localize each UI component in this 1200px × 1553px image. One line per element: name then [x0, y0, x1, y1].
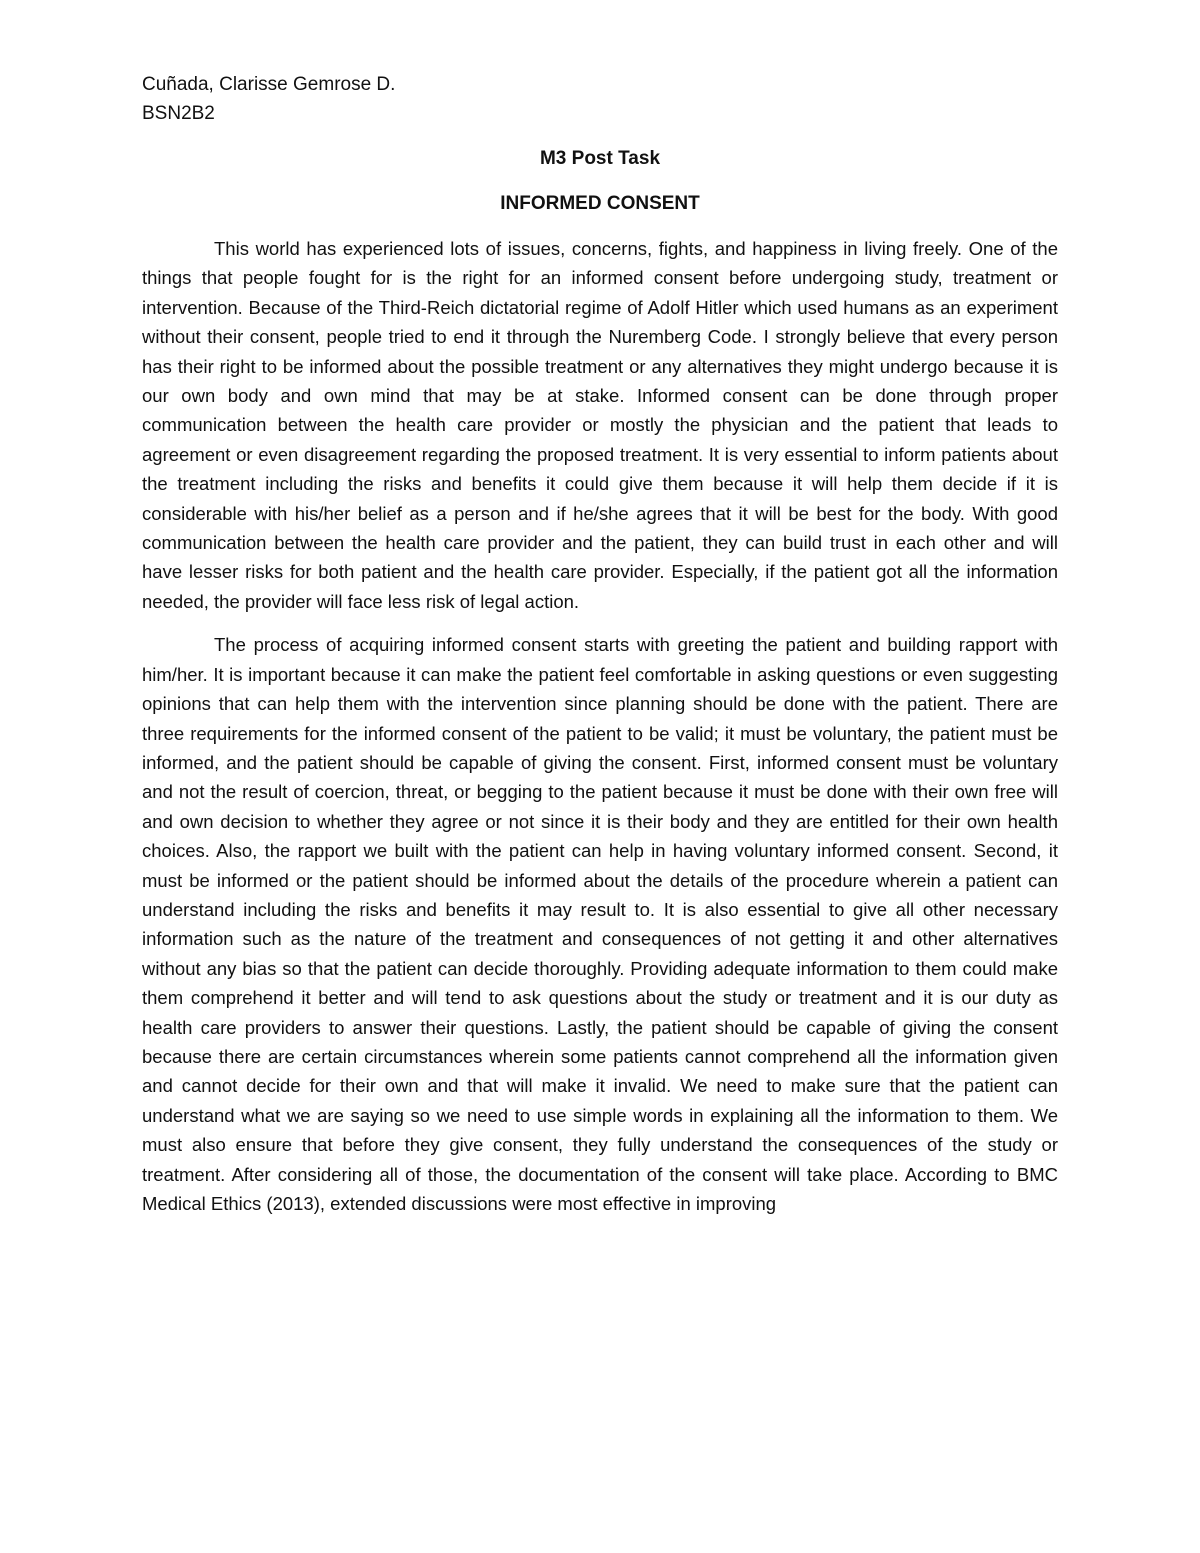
document-page — [142, 70, 1058, 1218]
class-section: BSN2B2 — [142, 103, 215, 124]
body-paragraph-1: This world has experienced lots of issues, concerns, fights, and happiness in living freely. One of the things that people fought for is the right for an informed consent before undergoing study, treatment or intervention. Because of the Third-Reich dictatorial regime of Adolf Hitler which used humans as an experiment without their consent, people tried to end it through the Nuremberg Code. I strongly believe that every person has their right to be informed about the possible treatment or any alternatives they might undergo because it is our own body and own mind that may be at stake. Informed consent can be done through proper communication between the health care provider or mostly the physician and the patient that leads to agreement or even disagreement regarding the proposed treatment. It is very essential to inform patients about the treatment including the risks and benefits it could give them because it will help them decide if it is considerable with his/her belief as a person and if he/she agrees that it will be best for the body. With good communication between the health care provider and the patient, they can build trust in each other and will have lesser risks for both patient and the health care provider. Especially, if the patient got all the information needed, the provider will face less risk of legal action. — [142, 238, 1058, 612]
document-subtitle: INFORMED CONSENT — [500, 193, 700, 214]
document-title: M3 Post Task — [539, 148, 661, 169]
author-name: Cuñada, Clarisse Gemrose D. — [142, 74, 396, 95]
body-paragraph-2: The process of acquiring informed consent starts with greeting the patient and building rapport with him/her. It is important because it can make the patient feel comfortable in asking questions or even suggesting opinions that can help them with the intervention since planning should be done with the patient. There are three requirements for the informed consent of the patient to be valid; it must be voluntary, the patient must be informed, and the patient should be capable of giving the consent. First, informed consent must be voluntary and not the result of coercion, threat, or begging to the patient because it must be done with their own free will and own decision to whether they agree or not since it is their body and they are entitled for their own health choices. Also, the rapport we built with the patient can help in having voluntary informed consent. Second, it must be informed or the patient should be informed about the details of the procedure wherein a patient can understand including the risks and benefits it may result to. It is also essential to give all other necessary information such as the nature of the treatment and consequences of not getting it and other alternatives without any bias so that the patient can decide thoroughly. Providing adequate information to them could make them comprehend it better and will tend to ask questions about the study or treatment and it is our duty as health care providers to answer their questions. Lastly, the patient should be capable of giving the consent because there are certain circumstances wherein some patients cannot comprehend all the information given and cannot decide for their own and that will make it invalid. We need to make sure that the patient can understand what we are saying so we need to use simple words in explaining all the information to them. We must also ensure that before they give consent, they fully understand the consequences of the study or treatment. After considering all of those, the documentation of the consent will take place. According to BMC Medical Ethics (2013), extended discussions were most effective in improving — [142, 634, 1058, 1214]
